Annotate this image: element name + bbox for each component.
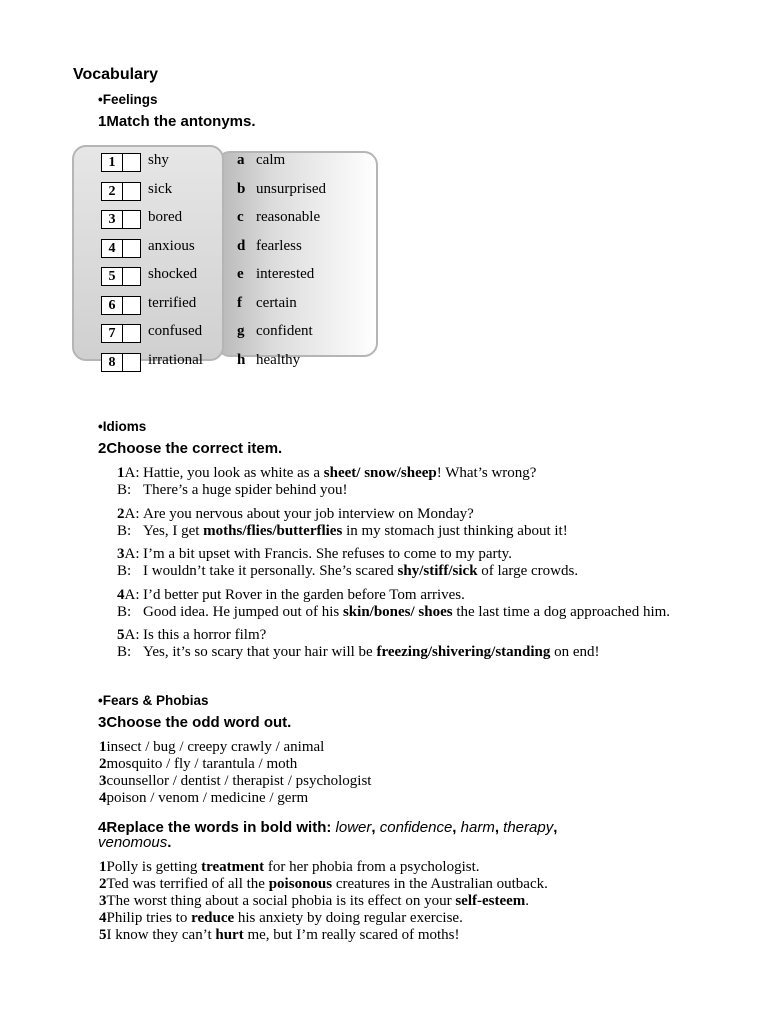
left-word: sick — [148, 181, 173, 197]
text-part: . — [525, 893, 530, 909]
text-part: creatures in the Australian outback. — [332, 876, 548, 892]
text-part: Polly is getting — [106, 859, 202, 875]
text-part: of large crowds. — [477, 563, 579, 579]
option-letter: d — [237, 238, 246, 254]
left-word: shocked — [148, 266, 198, 282]
comma-1: , — [371, 819, 376, 836]
word-harm: harm — [460, 819, 495, 836]
option-letter: g — [237, 323, 245, 339]
exercise-4-heading-text: 4Replace the words in bold with: — [98, 819, 336, 836]
text-part: his anxiety by doing regular exercise. — [234, 910, 463, 926]
text-part: the last time a dog approached him. — [452, 604, 671, 620]
exercise-4-heading — [98, 820, 638, 850]
word-options: mosquito / fly / tarantula / moth — [106, 756, 298, 772]
text-part: in my stomach just thinking about it! — [342, 523, 568, 539]
speaker-label: B: — [117, 482, 132, 498]
answer-text — [143, 563, 578, 580]
left-word: confused — [148, 323, 203, 339]
choice-options: skin/bones/ shoes — [342, 604, 453, 620]
option-letter: b — [237, 181, 246, 197]
replace-item — [99, 859, 480, 876]
question-line-a — [117, 506, 474, 523]
section-bullet-idioms: •Idioms — [98, 419, 147, 434]
right-word: unsurprised — [256, 181, 326, 197]
question-text — [143, 587, 465, 604]
answer-text — [143, 523, 568, 540]
question-text — [143, 506, 474, 523]
answer-text — [143, 644, 600, 661]
word-lower: lower — [335, 819, 372, 836]
left-word: shy — [148, 152, 169, 168]
comma-2: , — [452, 819, 457, 836]
question-line-a — [117, 587, 465, 604]
word-options: poison / venom / medicine / germ — [106, 790, 309, 806]
bold-word: poisonous — [268, 876, 333, 892]
item-number: 3 — [99, 773, 107, 789]
item-number: 2 — [102, 183, 123, 200]
speaker-label: B: — [117, 523, 132, 539]
text-part: Hattie, you look as white as a — [143, 465, 324, 481]
right-word: healthy — [256, 352, 301, 368]
text-part: I wouldn’t take it personally. She’s scared — [143, 563, 398, 579]
question-number: 1 — [117, 465, 125, 481]
bold-word: self-esteem — [455, 893, 526, 909]
match-row — [0, 181, 768, 201]
choice-options: freezing/shivering/standing — [376, 644, 551, 660]
comma-3: , — [494, 819, 499, 836]
right-word: interested — [256, 266, 315, 282]
odd-word-item — [99, 739, 324, 756]
left-word: bored — [148, 209, 183, 225]
text-part: Ted was terrified of all the — [106, 876, 269, 892]
item-number: 1 — [99, 739, 107, 755]
text-part: on end! — [550, 644, 600, 660]
question-line-b — [117, 563, 579, 580]
text-part: me, but I’m really scared of moths! — [243, 927, 460, 943]
odd-word-item — [99, 773, 371, 790]
item-number: 5 — [99, 927, 107, 943]
question-line-b — [117, 644, 600, 661]
text-part: Yes, it’s so scary that your hair will be — [143, 644, 377, 660]
right-word: reasonable — [256, 209, 321, 225]
speaker-label: A: — [124, 465, 140, 481]
question-line-a — [117, 465, 537, 482]
text-part: for her phobia from a psychologist. — [264, 859, 480, 875]
match-row — [0, 209, 768, 229]
item-number: 3 — [99, 893, 107, 909]
text-part: The worst thing about a social phobia is its effect on your — [106, 893, 456, 909]
section-bullet-feelings: •Feelings — [98, 92, 158, 107]
choice-options: sheet/ snow/sheep — [323, 465, 437, 481]
question-text — [143, 627, 266, 644]
question-line-b — [117, 523, 568, 540]
item-number: 2 — [99, 756, 107, 772]
question-text — [143, 465, 536, 482]
question-number: 3 — [117, 546, 125, 562]
match-row — [0, 323, 768, 343]
speaker-label: B: — [117, 604, 132, 620]
choice-options: moths/flies/butterflies — [203, 523, 343, 539]
replace-item — [99, 893, 529, 910]
item-number: 7 — [102, 325, 123, 342]
right-word: calm — [256, 152, 286, 168]
match-row — [0, 238, 768, 258]
exercise-1-heading: 1Match the antonyms. — [98, 113, 256, 130]
item-number: 2 — [99, 876, 107, 892]
text-part: There’s a huge spider behind you! — [143, 482, 348, 498]
period: . — [167, 834, 172, 851]
word-options: insect / bug / creepy crawly / animal — [106, 739, 325, 755]
right-word: confident — [256, 323, 313, 339]
replace-item — [99, 876, 548, 893]
question-line-a — [117, 546, 512, 563]
choice-options: shy/stiff/sick — [397, 563, 478, 579]
section-bullet-phobias: •Fears & Phobias — [98, 693, 209, 708]
question-number: 4 — [117, 587, 125, 603]
item-number: 1 — [102, 154, 123, 171]
question-number: 2 — [117, 506, 125, 522]
option-letter: f — [237, 295, 242, 311]
option-letter: a — [237, 152, 245, 168]
right-word: fearless — [256, 238, 302, 254]
word-venomous: venomous — [98, 834, 168, 851]
replace-item — [99, 910, 463, 927]
word-confidence: confidence — [379, 819, 453, 836]
answer-text — [143, 604, 670, 621]
odd-word-item — [99, 790, 308, 807]
option-letter: h — [237, 352, 246, 368]
match-row — [0, 266, 768, 286]
text-part: Is this a horror film? — [143, 627, 267, 643]
item-number: 4 — [99, 910, 107, 926]
question-text — [143, 546, 512, 563]
text-part: Are you nervous about your job interview on Monday? — [143, 506, 474, 522]
text-part: Yes, I get — [143, 523, 204, 539]
speaker-label: B: — [117, 563, 132, 579]
answer-text — [143, 482, 348, 499]
question-line-a — [117, 627, 267, 644]
item-number: 5 — [102, 268, 123, 285]
bold-word: treatment — [201, 859, 265, 875]
left-word: terrified — [148, 295, 197, 311]
page-title: Vocabulary — [73, 66, 159, 83]
item-number: 3 — [102, 211, 123, 228]
speaker-label: A: — [124, 546, 140, 562]
text-part: ! What’s wrong? — [436, 465, 537, 481]
word-therapy: therapy — [503, 819, 554, 836]
question-line-b — [117, 482, 348, 499]
text-part: I’m a bit upset with Francis. She refuses to come to my party. — [143, 546, 512, 562]
option-letter: e — [237, 266, 244, 282]
question-number: 5 — [117, 627, 125, 643]
question-line-b — [117, 604, 671, 621]
exercise-3-heading: 3Choose the odd word out. — [98, 714, 292, 731]
option-letter: c — [237, 209, 244, 225]
bold-word: hurt — [215, 927, 244, 943]
speaker-label: A: — [124, 506, 140, 522]
bold-word: reduce — [191, 910, 235, 926]
comma-4: , — [553, 819, 558, 836]
speaker-label: B: — [117, 644, 132, 660]
text-part: I know they can’t — [106, 927, 216, 943]
left-word: anxious — [148, 238, 195, 254]
left-word: irrational — [148, 352, 203, 368]
word-options: counsellor / dentist / therapist / psychologist — [106, 773, 372, 789]
item-number: 4 — [102, 240, 123, 257]
speaker-label: A: — [124, 587, 140, 603]
match-row — [0, 352, 768, 372]
match-row — [0, 152, 768, 172]
text-part: I’d better put Rover in the garden before Tom arrives. — [143, 587, 465, 603]
right-word: certain — [256, 295, 297, 311]
item-number: 6 — [102, 297, 123, 314]
item-number: 1 — [99, 859, 107, 875]
exercise-2-heading: 2Choose the correct item. — [98, 440, 283, 457]
item-number: 8 — [102, 354, 123, 371]
speaker-label: A: — [124, 627, 140, 643]
item-number: 4 — [99, 790, 107, 806]
text-part: Good idea. He jumped out of his — [143, 604, 343, 620]
match-row — [0, 295, 768, 315]
odd-word-item — [99, 756, 297, 773]
text-part: Philip tries to — [106, 910, 192, 926]
replace-item — [99, 927, 459, 944]
